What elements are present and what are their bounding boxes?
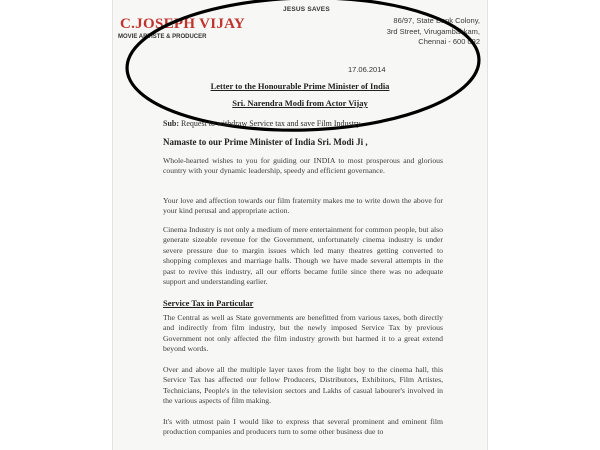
letter-subheading: Sri. Narendra Modi from Actor Vijay [232, 98, 368, 108]
letter-date: 17.06.2014 [348, 65, 386, 74]
letterhead-title: MOVIE ARTISTE & PRODUCER [118, 34, 207, 40]
paragraph: The Central as well as State governments are benefitted from various taxes, both directly and indirectly from film industry, but the newly imposed Service Tax by previous Government not only affected the film industry growth but harmed it to a great extend beyond words. [163, 313, 443, 354]
paragraph: Over and above all the multiple layer taxes from the light boy to the cinema hall, this Service Tax has affected our fellow Producers, Distributors, Exhibitors, Film Artistes, Technicians, People's in the television sectors and Lakhs of casual labourer's involved in the various aspects of film making. [163, 365, 443, 406]
paragraph: Whole-hearted wishes to you for guiding our INDIA to most prosperous and glorious country with your dynamic leadership, speedy and efficient governance. [163, 156, 443, 176]
greeting: Namaste to our Prime Minister of India Sri. Modi Ji , [163, 137, 368, 147]
subject-label: Sub: [163, 119, 180, 128]
paragraph: Your love and affection towards our film fraternity makes me to write down the above for your kind perusal and appropriate action. [163, 196, 443, 216]
paragraph: Cinema Industry is not only a medium of mere entertainment for common people, but also generate sizeable revenue for the Government, unfortunately cinema industry is under severe pressure due to margin issues which led many theatres getting converted to shopping complexes and marriage halls. Though we have made several attempts in the past to revive this industry, all our efforts became futile since there was no adequate support and understanding earlier. [163, 225, 443, 287]
letterhead-motto: JESUS SAVES [283, 6, 330, 13]
address-line: Chennai - 600 092 [418, 37, 480, 46]
letterhead-name: C.JOSEPH VIJAY [120, 16, 246, 32]
sender-address [380, 16, 480, 48]
subject-text: Request to withdraw Service tax and save Film Industry [181, 119, 361, 128]
section-title: Service Tax in Particular [163, 298, 254, 308]
letter-heading: Letter to the Honourable Prime Minister of India [210, 81, 390, 91]
subject-line [163, 119, 361, 128]
address-line: 86/97, State Bank Colony, [393, 16, 480, 25]
paragraph: It's with utmost pain I would like to express that several prominent and eminent film production companies and producers turn to some other business due to [163, 417, 443, 437]
address-line: 3rd Street, Virugambakkam, [386, 26, 480, 36]
